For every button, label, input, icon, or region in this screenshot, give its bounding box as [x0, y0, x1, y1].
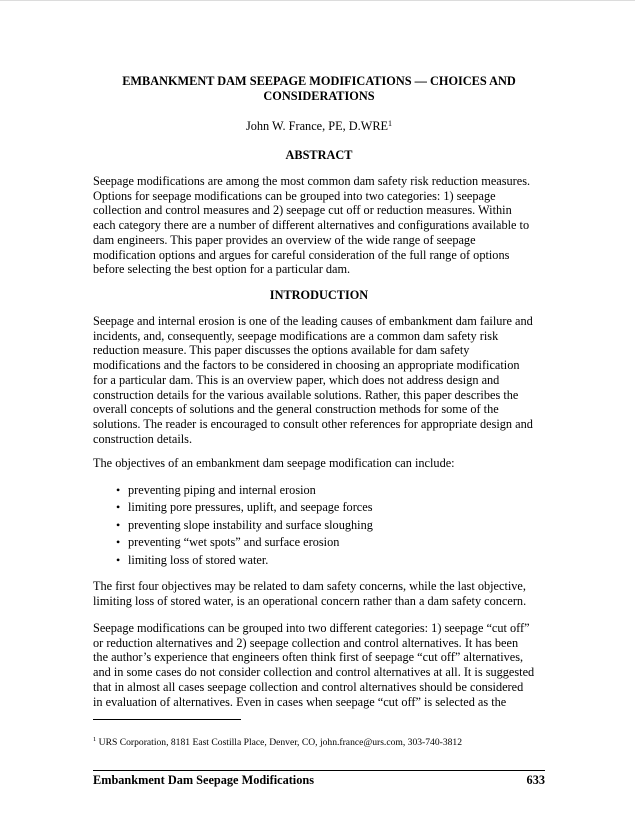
- footer-running-title: Embankment Dam Seepage Modifications: [93, 773, 315, 787]
- text-line: and in some cases do not consider collection and control alternatives at all. It is suggested: [93, 665, 535, 680]
- text-line: modifications and the factors to be considered in choosing an appropriate modification: [93, 358, 520, 373]
- paper-title-line-1: EMBANKMENT DAM SEEPAGE MODIFICATIONS — CHOICES AND: [122, 74, 516, 88]
- footnote-text: URS Corporation, 8181 East Costilla Place, Denver, CO, john.france@urs.com, 303-740-3812: [96, 737, 463, 748]
- bullet-icon: •: [116, 500, 121, 515]
- introduction-paragraph-2: [93, 579, 545, 608]
- text-line: construction details.: [93, 431, 193, 446]
- abstract-paragraph: [93, 174, 545, 277]
- introduction-paragraph-1: [93, 314, 545, 446]
- text-line: The objectives of an embankment dam seepage modification can include:: [93, 456, 455, 470]
- text-line: reduction measure. This paper discusses the options available for dam safety: [93, 343, 470, 358]
- list-item: [93, 499, 545, 516]
- author-name: John W. France, PE, D.WRE: [245, 119, 389, 133]
- list-item: [93, 552, 545, 569]
- text-line: for a particular dam. This is an overview paper, which does not address design and: [93, 372, 500, 387]
- bullet-icon: •: [116, 552, 121, 567]
- text-line: Options for seepage modifications can be grouped into two categories: 1) seepage: [93, 188, 496, 203]
- text-line: Seepage modifications can be grouped into two different categories: 1) seepage “cut off”: [93, 621, 530, 635]
- list-item-text: limiting pore pressures, uplift, and seepage forces: [128, 500, 373, 515]
- list-item-text: preventing “wet spots” and surface erosion: [128, 535, 340, 550]
- author-line: [93, 119, 545, 134]
- bullet-icon: •: [116, 517, 121, 532]
- paper-title: [93, 74, 545, 104]
- abstract-heading: ABSTRACT: [285, 148, 353, 162]
- footnote-divider: [93, 719, 241, 720]
- text-line: each category there are a number of different alternatives and configurations available to: [93, 218, 530, 233]
- text-line: Seepage and internal erosion is one of the leading causes of embankment dam failure and: [93, 314, 533, 328]
- list-item: [93, 534, 545, 551]
- text-line: construction details for the various available solutions. Rather, this paper describes the: [93, 387, 519, 402]
- footnote-marker: 1: [93, 736, 97, 743]
- text-line: incidents, and, consequently, seepage modifications are a common dam safety risk: [93, 328, 499, 343]
- list-item-text: limiting loss of stored water.: [128, 552, 269, 567]
- paper-title-line-2: CONSIDERATIONS: [263, 89, 375, 103]
- list-item: [93, 517, 545, 534]
- bullet-icon: •: [116, 483, 121, 497]
- bullet-icon: •: [116, 535, 121, 550]
- text-line: Seepage modifications are among the most common dam safety risk reduction measures.: [93, 174, 531, 188]
- text-line: dam engineers. This paper provides an overview of the wide range of seepage: [93, 232, 476, 247]
- text-line: limiting loss of stored water, is an operational concern rather than a dam safety concern.: [93, 593, 527, 608]
- text-line: The first four objectives may be related to dam safety concerns, while the last objective,: [93, 579, 526, 593]
- text-line: modification options and argues for careful consideration of the full range of options: [93, 247, 510, 262]
- text-line: solutions. The reader is encouraged to consult other references for appropriate design and: [93, 416, 533, 431]
- footnote: [93, 737, 462, 749]
- list-item-text: preventing slope instability and surface sloughing: [128, 517, 373, 532]
- objectives-intro: [93, 456, 545, 471]
- objectives-list: [93, 482, 545, 569]
- author-footnote-marker: 1: [388, 119, 393, 128]
- introduction-heading: INTRODUCTION: [269, 288, 369, 302]
- text-line: or reduction alternatives and 2) seepage collection and control alternatives. It has been: [93, 635, 519, 650]
- text-line: overall concepts of solutions and the general construction methods for some of the: [93, 402, 499, 417]
- text-line: before selecting the best option for a particular dam.: [93, 262, 351, 277]
- page-number: 633: [526, 773, 545, 787]
- footer-divider: [93, 770, 545, 771]
- introduction-paragraph-3: [93, 621, 545, 709]
- list-item: [93, 482, 545, 499]
- text-line: in evaluation of alternatives. Even in cases when seepage “cut off” is selected as the: [93, 694, 507, 709]
- list-item-text: preventing piping and internal erosion: [128, 483, 316, 497]
- text-line: collection and control measures and 2) seepage cut off or reduction measures. Within: [93, 203, 512, 218]
- text-line: that in almost all cases seepage collection and control alternatives should be considered: [93, 679, 524, 694]
- text-line: the author’s experience that engineers often think first of seepage “cut off” alternatives,: [93, 650, 524, 665]
